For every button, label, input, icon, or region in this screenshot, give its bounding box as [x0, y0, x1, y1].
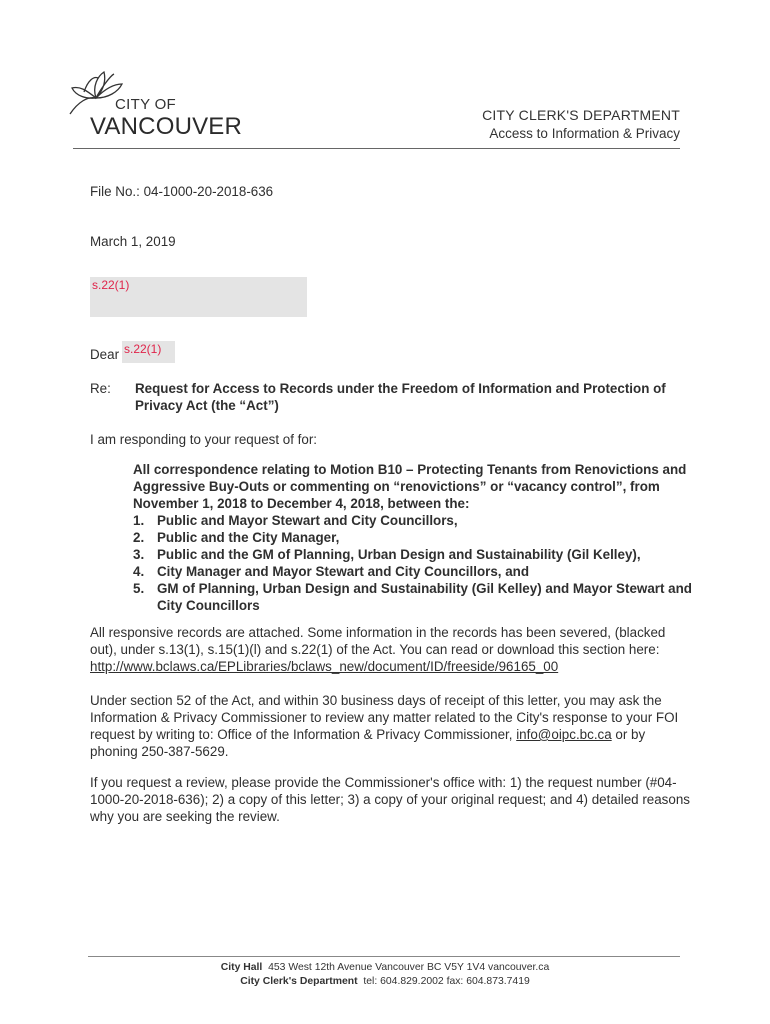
logo-vancouver: VANCOUVER: [90, 113, 243, 140]
request-block: [133, 461, 693, 614]
footer-label: City Clerk's Department: [240, 976, 358, 987]
list-number: 1.: [133, 513, 145, 528]
list-text: GM of Planning, Urban Design and Sustainability (Gil Kelley) and Mayor Stewart and City Councillors: [157, 581, 692, 613]
list-text: Public and the GM of Planning, Urban Design and Sustainability (Gil Kelley),: [157, 547, 641, 562]
list-item: [133, 580, 693, 614]
list-number: 3.: [133, 547, 145, 562]
paragraph-severed: [90, 624, 690, 675]
salutation: Dear: [90, 347, 120, 362]
list-text: Public and Mayor Stewart and City Councillors,: [157, 513, 458, 528]
request-list: [133, 512, 693, 614]
footer-contact: tel: 604.829.2002 fax: 604.873.7419: [363, 976, 530, 987]
redacted-address: [90, 277, 307, 317]
paragraph-text: All responsive records are attached. Some information in the records has been severed, (blacked out), under s.13(1), s.15(1)(l) and s.22(1) of the Act. You can read or download this section here:: [90, 625, 666, 657]
list-number: 4.: [133, 564, 145, 579]
list-item: [133, 563, 693, 580]
paragraph-review-instructions: If you request a review, please provide the Commissioner's office with: 1) the request number (#04-1000-20-2018-636); 2) a copy of this letter; 3) a copy of your original request; and 4) detailed reasons why you are seeking the review.: [90, 775, 690, 824]
list-item: [133, 529, 693, 546]
list-number: 5.: [133, 581, 145, 596]
oipc-email-link[interactable]: info@oipc.bc.ca: [516, 727, 612, 742]
redaction-code: s.22(1): [124, 342, 162, 356]
re-subject: Request for Access to Records under the Freedom of Information and Protection of Privacy Act (the “Act”): [135, 381, 666, 413]
responding-line: I am responding to your request of for:: [90, 432, 318, 447]
footer-line-2: [0, 975, 770, 989]
file-number: File No.: 04-1000-20-2018-636: [90, 184, 274, 199]
header-divider: [73, 148, 680, 149]
letter-date: March 1, 2019: [90, 234, 176, 249]
re-label: Re:: [90, 381, 111, 396]
footer-line-1: [0, 961, 770, 975]
footer-divider: [88, 956, 680, 957]
footer-address: 453 West 12th Avenue Vancouver BC V5Y 1V4 vancouver.ca: [268, 962, 550, 973]
department-subtitle: Access to Information & Privacy: [489, 126, 680, 141]
paragraph-text: Under section 52 of the Act, and within 30 business days of receipt of this letter, you may ask the Information & Privacy Commissioner to review any matter related to the City's response to your FOI request by writing to: Office of the Information & Privacy Commissioner,: [90, 693, 679, 742]
redacted-name: [122, 341, 175, 363]
list-number: 2.: [133, 530, 145, 545]
request-intro: All correspondence relating to Motion B10 – Protecting Tenants from Renovictions and Aggressive Buy-Outs or commenting on “renovictions” or “vacancy control”, from November 1, 2018 to December 4, 2018, between the:: [133, 462, 687, 511]
footer: [0, 961, 770, 989]
city-of-vancouver-logo: [66, 66, 256, 146]
footer-label: City Hall: [220, 962, 263, 973]
redaction-code: s.22(1): [92, 278, 130, 292]
department-block: [380, 107, 680, 141]
logo-city-of: CITY OF: [115, 96, 176, 113]
paragraph-tail: or by phoning 250-387-5629.: [90, 727, 646, 759]
list-text: City Manager and Mayor Stewart and City Councillors, and: [157, 564, 530, 579]
list-item: [133, 512, 693, 529]
list-text: Public and the City Manager,: [157, 530, 340, 545]
department-title: CITY CLERK'S DEPARTMENT: [482, 107, 680, 123]
paragraph-review-rights: [90, 692, 690, 760]
list-item: [133, 546, 693, 563]
bclaws-link[interactable]: http://www.bclaws.ca/EPLibraries/bclaws_new/document/ID/freeside/96165_00: [90, 659, 559, 674]
